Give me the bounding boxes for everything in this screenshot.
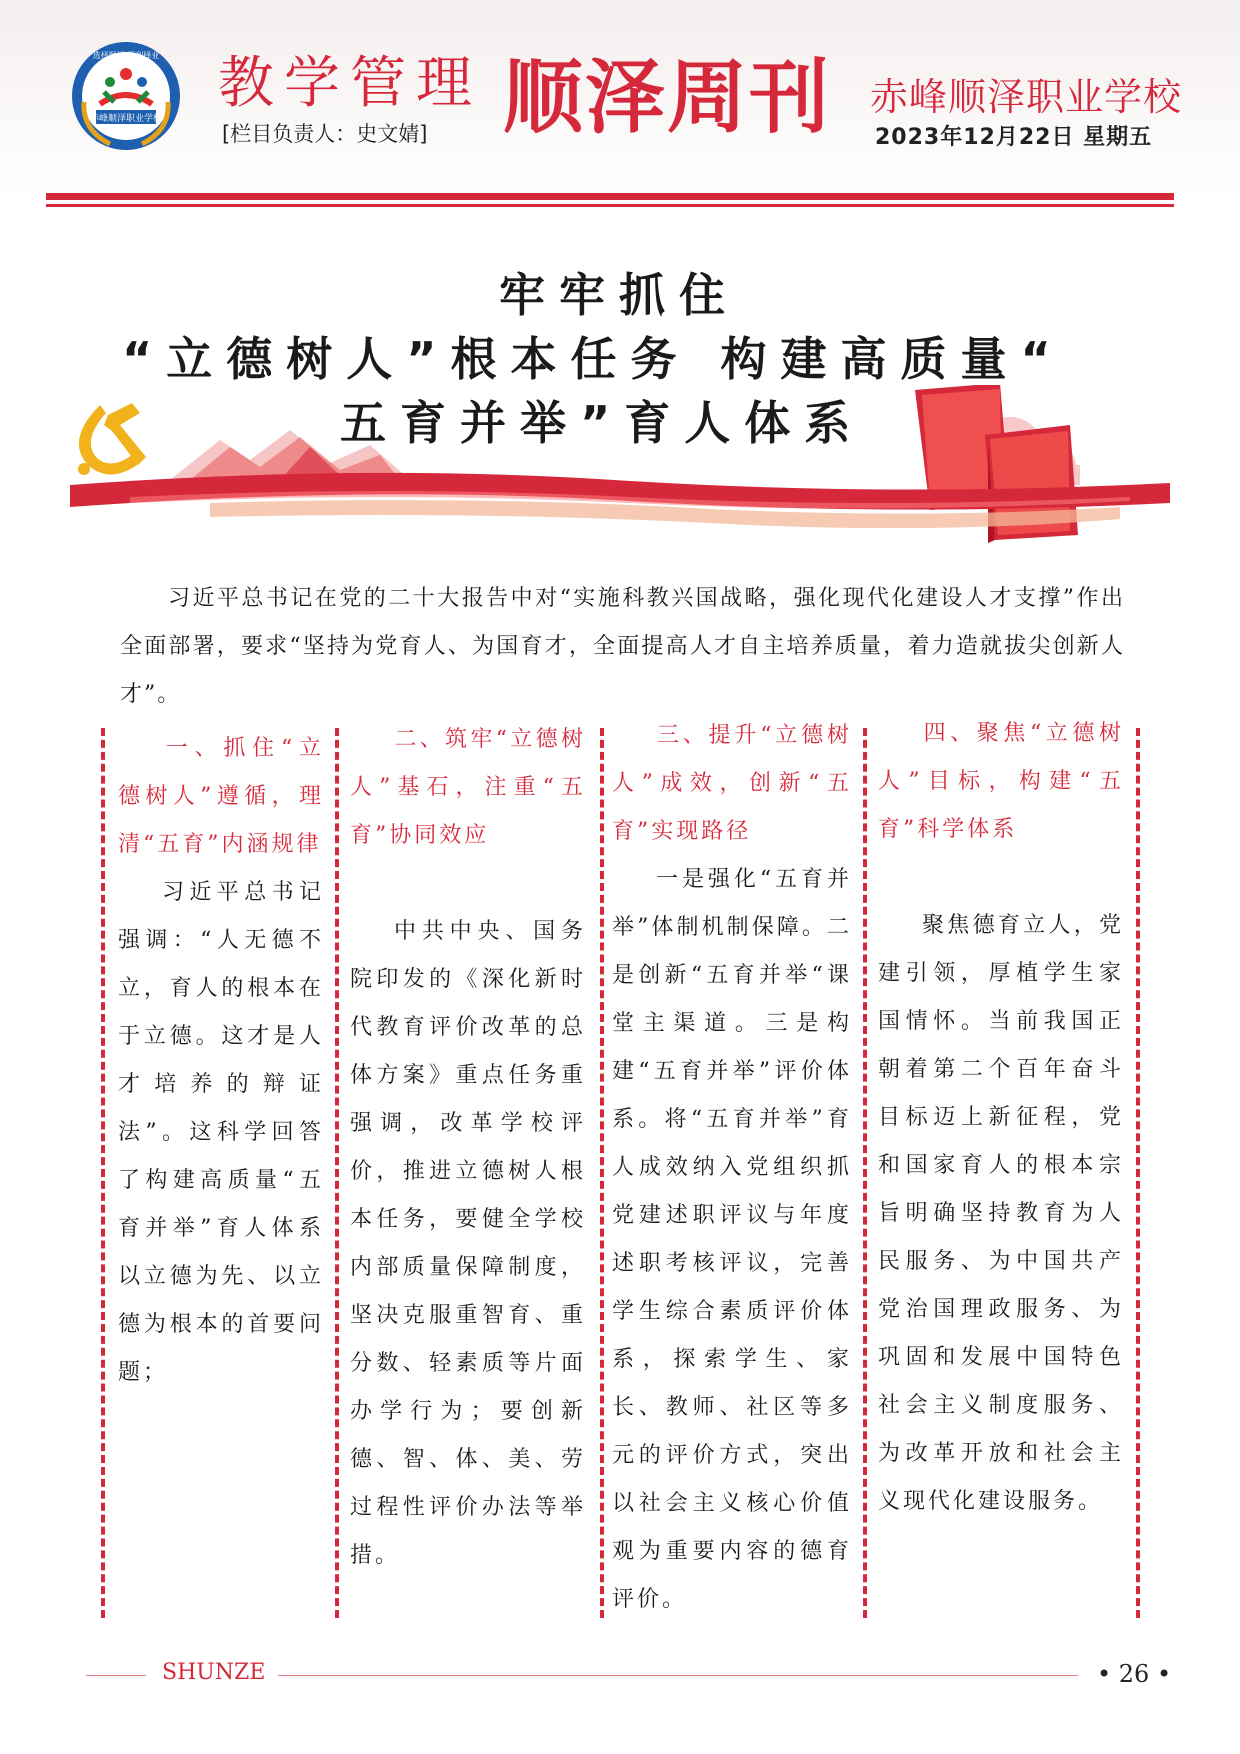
headline-line-1: 牢牢抓住 — [499, 268, 739, 322]
section-body: 中共中央、国务院印发的《深化新时代教育评价改革的总体方案》重点任务重强调，改革学校评价，推进立德树人根本任务，要健全学校内部质量保障制度，坚决克服重智育、重分数、轻素质等片面办学行为；要创新德、智、体、美、劳过程性评价办法等举措。 — [350, 919, 586, 1568]
school-logo — [70, 40, 182, 152]
page-number: • 26 • — [1097, 1660, 1172, 1688]
section-heading: 一、抓住“立德树人”遵循，理清“五育”内涵规律 — [118, 736, 324, 857]
logo-text: 赤峰顺泽职业学校 — [89, 114, 163, 124]
section-column-2 — [350, 716, 586, 1616]
masthead-rule-thin — [46, 204, 1174, 207]
column-divider — [335, 728, 339, 1618]
section-column-1 — [118, 725, 324, 1625]
section-body: 一是强化“五育并举”体制机制保障。二是创新“五育并举“课堂主渠道。三是构建“五育并举”评价体系。将“五育并举”育人成效纳入党组织抓党建述职评议与年度述职考核评议，完善学生综合素质评价体系，探索学生、家长、教师、社区等多元的评价方式，突出以社会主义核心价值观为重要内容的德育评价。 — [612, 867, 852, 1612]
headline-line-2: “立德树人”根本任务 构建高质量“ — [122, 332, 1065, 386]
column-divider — [1136, 728, 1140, 1618]
column-editor: [栏目负责人：史文婧] — [222, 122, 428, 146]
section-heading: 二、筑牢“立德树人”基石，注重“五育”协同效应 — [350, 727, 586, 848]
column-divider — [101, 728, 105, 1618]
section-column-3 — [612, 712, 852, 1612]
school-name: 赤峰顺泽职业学校 — [870, 75, 1183, 119]
section-column-4 — [878, 710, 1124, 1610]
journal-name: 顺泽周刊 — [503, 51, 831, 144]
intro-text: 习近平总书记在党的二十大报告中对“实施科教兴国战略，强化现代化建设人才支撑”作出全面部署，要求“坚持为党育人、为国育才，全面提高人才自主培养质量，着力造就拔尖创新人才”。 — [120, 586, 1125, 707]
column-divider — [863, 728, 867, 1618]
column-title: 教学管理 — [218, 51, 482, 116]
decorative-banner — [70, 385, 1170, 550]
footer-rule-left — [86, 1675, 146, 1676]
section-body: 习近平总书记强调：“人无德不立，育人的根本在于立德。这才是人才培养的辩证法”。这科学回答了构建高质量“五育并举”育人体系以立德为先、以立德为根本的首要问题； — [118, 880, 324, 1385]
mountains-icon — [170, 430, 410, 480]
footer-brand: SHUNZE — [162, 1660, 266, 1685]
hammer-sickle-icon — [78, 403, 146, 475]
masthead-rule-thick — [46, 193, 1174, 200]
footer-rule-right — [278, 1675, 1078, 1676]
intro-paragraph — [120, 575, 1125, 719]
headline-line-3: 五育并举”育人体系 — [340, 396, 865, 450]
section-heading: 三、提升“立德树人”成效，创新“五育”实现路径 — [612, 723, 852, 844]
column-divider — [600, 728, 604, 1618]
issue-date: 2023年12月22日 星期五 — [875, 125, 1153, 150]
logo-motto: 选择顺泽 顺利择业 — [92, 51, 160, 60]
section-body: 聚焦德育立人，党建引领，厚植学生家国情怀。当前我国正朝着第二个百年奋斗目标迈上新征程，党和国家育人的根本宗旨明确坚持教育为人民服务、为中国共产党治国理政服务、为巩固和发展中国特色社会主义制度服务、为改革开放和社会主义现代化建设服务。 — [878, 913, 1124, 1514]
section-heading: 四、聚焦“立德树人”目标，构建“五育”科学体系 — [878, 721, 1124, 842]
